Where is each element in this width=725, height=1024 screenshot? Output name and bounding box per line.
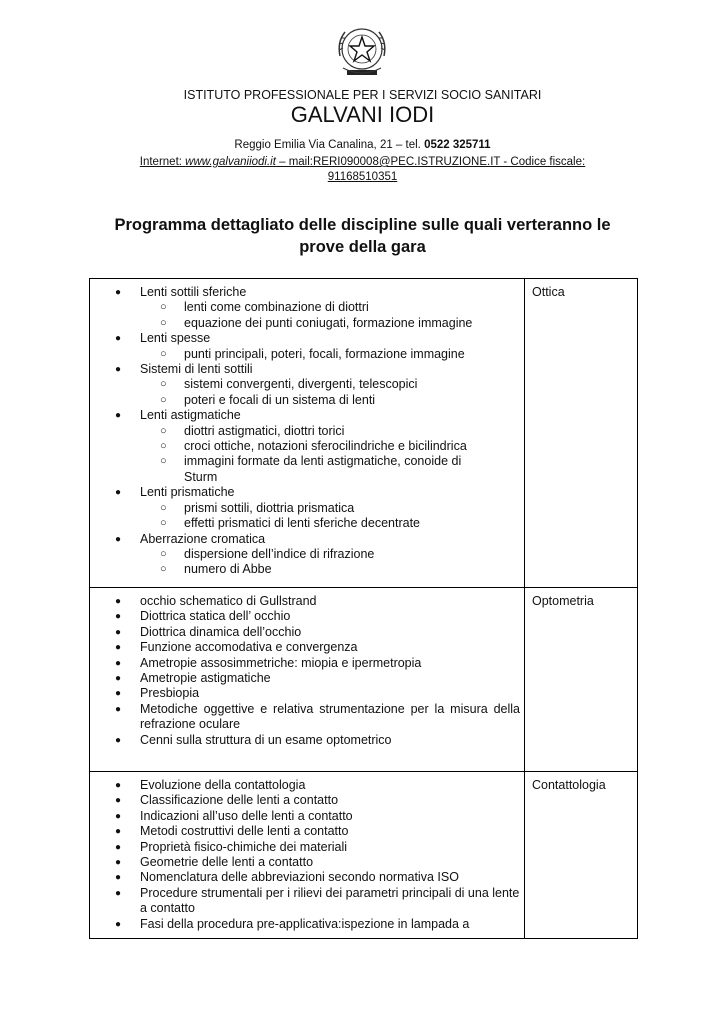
- address-text: Reggio Emilia Via Canalina, 21 – tel.: [234, 139, 425, 151]
- list-item: ● Metodi costruttivi delle lenti a contatto: [90, 824, 520, 839]
- content-cell: [90, 588, 525, 772]
- list-item: ● Lenti sottili sferiche: [90, 285, 520, 300]
- program-table: [89, 278, 638, 939]
- contacts-line: [115, 155, 610, 185]
- list-item: ● Lenti prismatiche: [90, 485, 520, 500]
- list-item: ● Indicazioni all’uso delle lenti a contatto: [90, 809, 520, 824]
- subject-label-ottica: Ottica: [525, 279, 638, 588]
- table-row: [90, 772, 638, 939]
- list-item: ● Fasi della procedura pre-applicativa:ispezione in lampada a: [90, 917, 520, 932]
- sub-list-item: ○ croci ottiche, notazioni sferocilindriche e bicilindrica: [90, 439, 520, 454]
- institute-type: ISTITUTO PROFESSIONALE PER I SERVIZI SOCIO SANITARI: [183, 88, 542, 102]
- list-item: ● Lenti astigmatiche: [90, 408, 520, 423]
- sub-list-item: ○ diottri astigmatici, diottri torici: [90, 424, 520, 439]
- subject-label-optometria: Optometria: [525, 588, 638, 772]
- list-item: ● Geometrie delle lenti a contatto: [90, 855, 520, 870]
- sub-list-item: ○ prismi sottili, diottria prismatica: [90, 501, 520, 516]
- school-name: GALVANI IODI: [290, 102, 435, 127]
- list-item: ● Funzione accomodativa e convergenza: [90, 640, 520, 655]
- list-item: ● Evoluzione della contattologia: [90, 778, 520, 793]
- list-item: ● Diottrica statica dell’ occhio: [90, 609, 520, 624]
- list-item: ● Ametropie astigmatiche: [90, 671, 520, 686]
- sub-list-item: ○ lenti come combinazione di diottri: [90, 300, 520, 315]
- list-item: ● Cenni sulla struttura di un esame optometrico: [90, 733, 520, 748]
- table-row: [90, 588, 638, 772]
- list-item: ● Ametropie assosimmetriche: miopia e ipermetropia: [90, 656, 520, 671]
- sub-list-item: ○ immagini formate da lenti astigmatiche, conoide di Sturm: [90, 454, 520, 485]
- sub-list-item: ○ dispersione dell’indice di rifrazione: [90, 547, 520, 562]
- contacts-text: – mail:RERI090008@PEC.ISTRUZIONE.IT - Codice fiscale: 91168510351: [275, 156, 586, 183]
- topic-list: [90, 594, 520, 748]
- content-cell: [90, 279, 525, 588]
- list-item: ● Presbiopia: [90, 686, 520, 701]
- list-item: ● Sistemi di lenti sottili: [90, 362, 520, 377]
- sub-list-item: ○ punti principali, poteri, focali, formazione immagine: [90, 347, 520, 362]
- list-item: ● Diottrica dinamica dell’occhio: [90, 625, 520, 640]
- sub-list-item: ○ effetti prismatici di lenti sferiche decentrate: [90, 516, 520, 531]
- subject-label-contattologia: Contattologia: [525, 772, 638, 939]
- website-link[interactable]: www.galvaniiodi.it: [185, 156, 276, 168]
- sub-list-item: ○ numero di Abbe: [90, 562, 520, 577]
- list-item: ● Metodiche oggettive e relativa strumentazione per la misura della refrazione oculare: [90, 702, 520, 733]
- list-item: ● Classificazione delle lenti a contatto: [90, 793, 520, 808]
- internet-label: Internet:: [139, 156, 186, 168]
- list-item: ● Proprietà fisico-chimiche dei materiali: [90, 840, 520, 855]
- sub-list-item: ○ poteri e focali di un sistema di lenti: [90, 393, 520, 408]
- page-title: Programma dettagliato delle discipline sulle quali verteranno le prove della gara: [114, 216, 611, 256]
- list-item: ● Procedure strumentali per i rilievi dei parametri principali di una lente a contatto: [90, 886, 520, 917]
- topic-list: [90, 285, 520, 578]
- sub-list-item: ○ equazione dei punti coniugati, formazione immagine: [90, 316, 520, 331]
- list-item: ● Lenti spesse: [90, 331, 520, 346]
- content-cell: [90, 772, 525, 939]
- topic-list: [90, 778, 520, 932]
- list-item: ● occhio schematico di Gullstrand: [90, 594, 520, 609]
- republic-emblem-icon: [331, 20, 393, 82]
- sub-list-item: ○ sistemi convergenti, divergenti, telescopici: [90, 377, 520, 392]
- address-line: [0, 139, 725, 151]
- phone-number: 0522 325711: [424, 139, 491, 151]
- list-item: ● Nomenclatura delle abbreviazioni secondo normativa ISO: [90, 870, 520, 885]
- table-row: [90, 279, 638, 588]
- list-item: ● Aberrazione cromatica: [90, 532, 520, 547]
